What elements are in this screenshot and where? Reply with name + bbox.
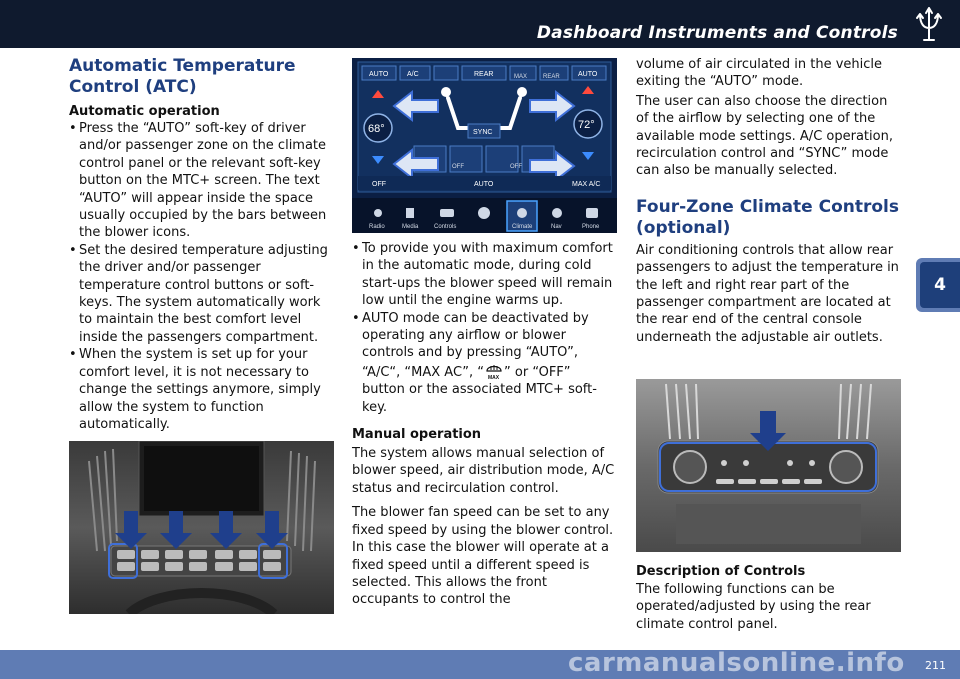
paragraph: volume of air circulated in the vehicle exiting the “AUTO” mode.: [636, 57, 883, 90]
bullet-list: [352, 240, 617, 416]
screen-ac-button[interactable]: A/C: [407, 71, 419, 78]
paragraph: The blower fan speed can be set to any fixed speed by using the blower control. In this case the blower will operate at a fixed speed until a different speed is selected. This allows the front occupants to control the: [352, 505, 614, 608]
bullet-list: [69, 120, 337, 433]
bullet-text-start: AUTO mode can be deactivated by operating any airflow or blower controls and by pressing “AUTO”, “A/C“, “MAX AC”, “: [362, 310, 589, 380]
bullet-item: • When the system is set up for your comfort level, it is not necessary to change the settings anymore, simply allow the system to function automatically.: [69, 346, 337, 433]
screen-auto-left[interactable]: AUTO: [369, 71, 389, 78]
paragraph: The system allows manual selection of blower speed, air distribution mode, A/C status and recirculation control.: [352, 446, 615, 496]
dashboard-climate-panel-photo: [69, 441, 334, 614]
nav-media[interactable]: Media: [402, 224, 419, 230]
climate-touchscreen-image: [352, 58, 617, 233]
rear-climate-panel-photo: [636, 379, 901, 552]
page-number: 211: [925, 659, 946, 672]
bullet-item: • Set the desired temperature adjusting the driver and/or passenger temperature control buttons or soft-keys. The system automatically work to maintain the best comfort level inside the passengers compartment.: [69, 242, 337, 346]
nav-nav[interactable]: Nav: [551, 224, 562, 230]
bullet-item: • To provide you with maximum comfort in the automatic mode, during cold start-ups the blower speed will remain low until the engine warms up.: [352, 240, 617, 310]
subheading-manual-operation: Manual operation: [352, 427, 482, 443]
screen-auto-fan-button[interactable]: AUTO: [474, 181, 494, 188]
max-defrost-icon: [484, 362, 504, 380]
description-of-controls: [636, 563, 904, 633]
page-header: [0, 0, 960, 48]
nav-controls[interactable]: Controls: [434, 224, 457, 230]
screen-max-label[interactable]: MAX: [514, 74, 528, 80]
screen-off-button[interactable]: OFF: [372, 181, 386, 188]
bullet-item: • Press the “AUTO” soft-key of driver and/or passenger zone on the climate control panel or the relevant soft-key button on the MTC+ screen. The text “AUTO” will appear inside the space usually occupied by the bars between the blower icons.: [69, 120, 337, 242]
column-2: [352, 240, 617, 609]
screen-rear-button[interactable]: REAR: [474, 71, 494, 78]
subheading-description-of-controls: Description of Controls: [636, 564, 806, 579]
screen-sync-button[interactable]: SYNC: [473, 129, 493, 136]
max-icon-label: MAX: [488, 374, 500, 380]
watermark: carmanualsonline.info: [568, 648, 905, 678]
screen-temp-right: 72°: [578, 119, 595, 131]
chapter-number: 4: [920, 262, 960, 308]
screen-rear-defrost-label[interactable]: REAR: [543, 74, 560, 80]
header-title: Dashboard Instruments and Controls: [536, 23, 898, 43]
column-1: [69, 56, 337, 433]
screen-off-right[interactable]: OFF: [510, 164, 522, 170]
nav-phone[interactable]: Phone: [582, 224, 600, 230]
maserati-trident-icon: [914, 6, 944, 44]
screen-temp-left: 68°: [368, 123, 385, 135]
paragraph: Air conditioning controls that allow rear passengers to adjust the temperature in the left and right rear part of the passenger compartment are located at the rear end of the central console underneath the adjustable air outlets.: [636, 242, 899, 345]
section-title-atc: Automatic Temperature Control (ATC): [69, 56, 296, 97]
screen-auto-right[interactable]: AUTO: [578, 71, 598, 78]
paragraph: The following functions can be operated/adjusted by using the rear climate control panel.: [636, 582, 871, 632]
nav-radio[interactable]: Radio: [369, 224, 385, 230]
bullet-item: [352, 310, 617, 416]
subheading-automatic-operation: Automatic operation: [69, 104, 220, 119]
screen-max-ac-button[interactable]: MAX A/C: [572, 181, 601, 188]
nav-climate[interactable]: Climate: [512, 224, 533, 230]
screen-off-left[interactable]: OFF: [452, 164, 464, 170]
column-3: [636, 56, 904, 346]
paragraph: The user can also choose the direction of the airflow by selecting one of the available mode settings. A/C operation, recirculation control and “SYNC” mode can also be manually selected.: [636, 93, 893, 179]
bullet-text-end: ” or “OFF” button or the associated MTC+ soft-key.: [362, 364, 597, 415]
section-title-four-zone: Four-Zone Climate Controls (optional): [636, 196, 899, 238]
chapter-tab[interactable]: [916, 258, 960, 312]
